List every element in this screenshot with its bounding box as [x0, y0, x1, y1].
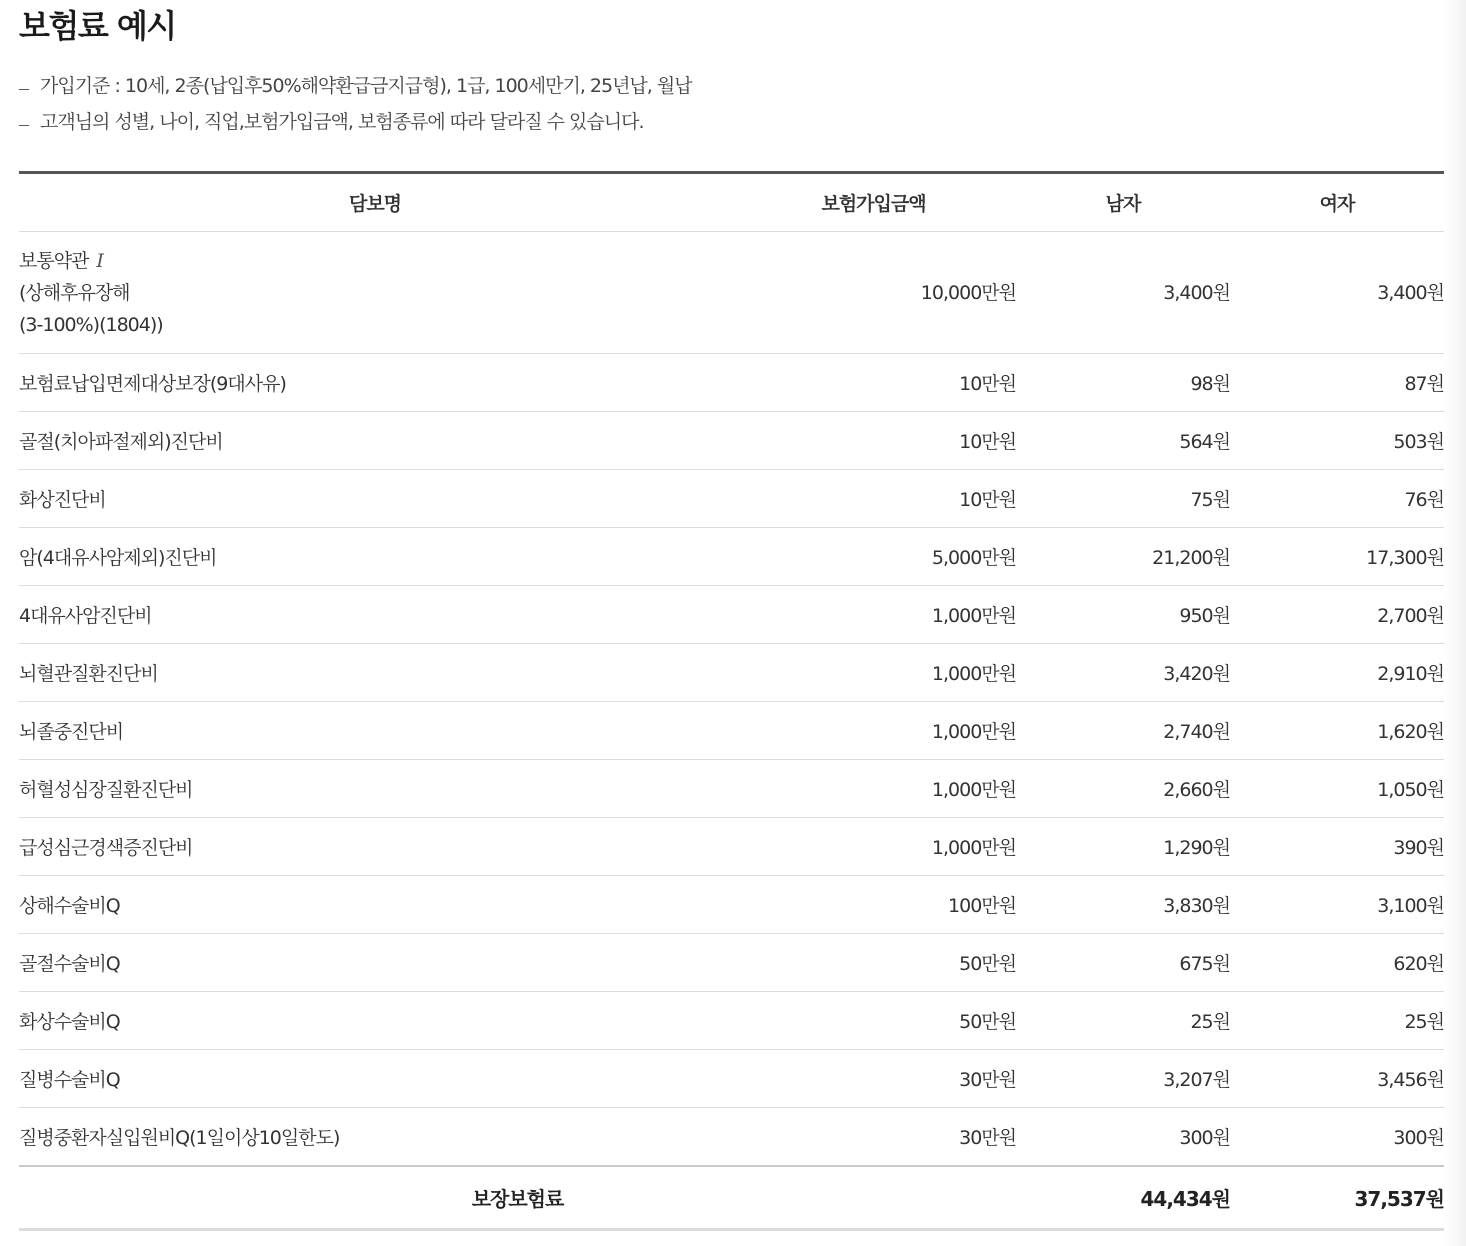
female-premium-cell: 300원	[1230, 1108, 1444, 1167]
female-premium-cell: 76원	[1230, 470, 1444, 528]
female-premium-cell: 17,300원	[1230, 528, 1444, 586]
female-premium-cell: 3,100원	[1230, 876, 1444, 934]
female-premium-cell: 1,620원	[1230, 702, 1444, 760]
insured-amount-cell: 1,000만원	[731, 644, 1016, 702]
scrollbar-edge	[1444, 0, 1466, 1246]
total-label: 보장보험료	[19, 1166, 1016, 1230]
female-premium-cell: 3,456원	[1230, 1050, 1444, 1108]
female-premium-cell: 87원	[1230, 354, 1444, 412]
table-row	[19, 412, 1444, 470]
insured-amount-cell: 50만원	[731, 934, 1016, 992]
insured-amount-cell: 10만원	[731, 354, 1016, 412]
coverage-name-cell	[19, 232, 731, 354]
coverage-name-cell: 보험료납입면제대상보장(9대사유)	[19, 354, 731, 412]
coverage-name-cell: 뇌혈관질환진단비	[19, 644, 731, 702]
total-row	[19, 1166, 1444, 1230]
table-row	[19, 586, 1444, 644]
insured-amount-cell: 1,000만원	[731, 818, 1016, 876]
male-premium-cell: 75원	[1016, 470, 1230, 528]
insured-amount-cell: 10만원	[731, 470, 1016, 528]
insured-amount-cell: 10,000만원	[731, 232, 1016, 354]
table-row	[19, 232, 1444, 354]
male-premium-cell: 300원	[1016, 1108, 1230, 1167]
coverage-name-cell: 골절수술비Q	[19, 934, 731, 992]
table-row	[19, 818, 1444, 876]
male-premium-cell: 2,740원	[1016, 702, 1230, 760]
insured-amount-cell: 50만원	[731, 992, 1016, 1050]
male-premium-cell: 2,660원	[1016, 760, 1230, 818]
coverage-name-line: (3-100%)(1804))	[19, 313, 163, 336]
insured-amount-cell: 30만원	[731, 1050, 1016, 1108]
info-icon[interactable]: I	[96, 249, 103, 272]
insured-amount-cell: 10만원	[731, 412, 1016, 470]
male-premium-cell: 3,207원	[1016, 1050, 1230, 1108]
table-row	[19, 934, 1444, 992]
table-row	[19, 760, 1444, 818]
coverage-name-cell: 골절(치아파절제외)진단비	[19, 412, 731, 470]
table-header	[19, 173, 1444, 232]
coverage-name-cell: 급성심근경색증진단비	[19, 818, 731, 876]
table-footer	[19, 1166, 1444, 1230]
coverage-name-cell: 화상진단비	[19, 470, 731, 528]
female-premium-cell: 25원	[1230, 992, 1444, 1050]
table-body	[19, 232, 1444, 1167]
table-row	[19, 702, 1444, 760]
total-male: 44,434원	[1016, 1166, 1230, 1230]
insured-amount-cell: 1,000만원	[731, 586, 1016, 644]
coverage-name-line: (상해후유장해	[19, 281, 130, 304]
female-premium-cell: 2,700원	[1230, 586, 1444, 644]
notes-list	[19, 68, 1444, 140]
table-row	[19, 644, 1444, 702]
header-female: 여자	[1230, 173, 1444, 232]
insured-amount-cell: 1,000만원	[731, 702, 1016, 760]
male-premium-cell: 21,200원	[1016, 528, 1230, 586]
coverage-name-line	[19, 245, 731, 277]
table-row	[19, 1108, 1444, 1167]
table-row	[19, 354, 1444, 412]
header-male: 남자	[1016, 173, 1230, 232]
insured-amount-cell: 1,000만원	[731, 760, 1016, 818]
header-row	[19, 173, 1444, 232]
female-premium-cell: 390원	[1230, 818, 1444, 876]
total-female: 37,537원	[1230, 1166, 1444, 1230]
female-premium-cell: 2,910원	[1230, 644, 1444, 702]
table-row	[19, 528, 1444, 586]
female-premium-cell: 1,050원	[1230, 760, 1444, 818]
premium-table	[19, 171, 1444, 1231]
coverage-name-cell: 질병수술비Q	[19, 1050, 731, 1108]
table-row	[19, 470, 1444, 528]
coverage-name-cell: 질병중환자실입원비Q(1일이상10일한도)	[19, 1108, 731, 1167]
page-title: 보험료 예시	[19, 7, 176, 45]
male-premium-cell: 675원	[1016, 934, 1230, 992]
insured-amount-cell: 100만원	[731, 876, 1016, 934]
male-premium-cell: 3,420원	[1016, 644, 1230, 702]
coverage-name-cell: 암(4대유사암제외)진단비	[19, 528, 731, 586]
insured-amount-cell: 30만원	[731, 1108, 1016, 1167]
header-coverage-name: 담보명	[19, 173, 731, 232]
female-premium-cell: 503원	[1230, 412, 1444, 470]
female-premium-cell: 620원	[1230, 934, 1444, 992]
coverage-name-cell: 화상수술비Q	[19, 992, 731, 1050]
coverage-name-cell: 뇌졸중진단비	[19, 702, 731, 760]
premium-example-section	[19, 0, 1444, 1211]
coverage-name-cell: 상해수술비Q	[19, 876, 731, 934]
male-premium-cell: 3,400원	[1016, 232, 1230, 354]
table-row	[19, 992, 1444, 1050]
insured-amount-cell: 5,000만원	[731, 528, 1016, 586]
male-premium-cell: 564원	[1016, 412, 1230, 470]
header-insured-amount: 보험가입금액	[731, 173, 1016, 232]
note-item: 가입기준 : 10세, 2종(납입후50%해약환급금지급형), 1급, 100세만기, 25년납, 월납	[19, 68, 1444, 104]
male-premium-cell: 950원	[1016, 586, 1230, 644]
male-premium-cell: 3,830원	[1016, 876, 1230, 934]
male-premium-cell: 1,290원	[1016, 818, 1230, 876]
note-item: 고객님의 성별, 나이, 직업,보험가입금액, 보험종류에 따라 달라질 수 있습니다.	[19, 104, 1444, 140]
female-premium-cell: 3,400원	[1230, 232, 1444, 354]
coverage-name-cell: 허혈성심장질환진단비	[19, 760, 731, 818]
coverage-name-text: 보통약관	[19, 249, 89, 272]
male-premium-cell: 98원	[1016, 354, 1230, 412]
table-row	[19, 876, 1444, 934]
table-row	[19, 1050, 1444, 1108]
coverage-name-cell: 4대유사암진단비	[19, 586, 731, 644]
male-premium-cell: 25원	[1016, 992, 1230, 1050]
